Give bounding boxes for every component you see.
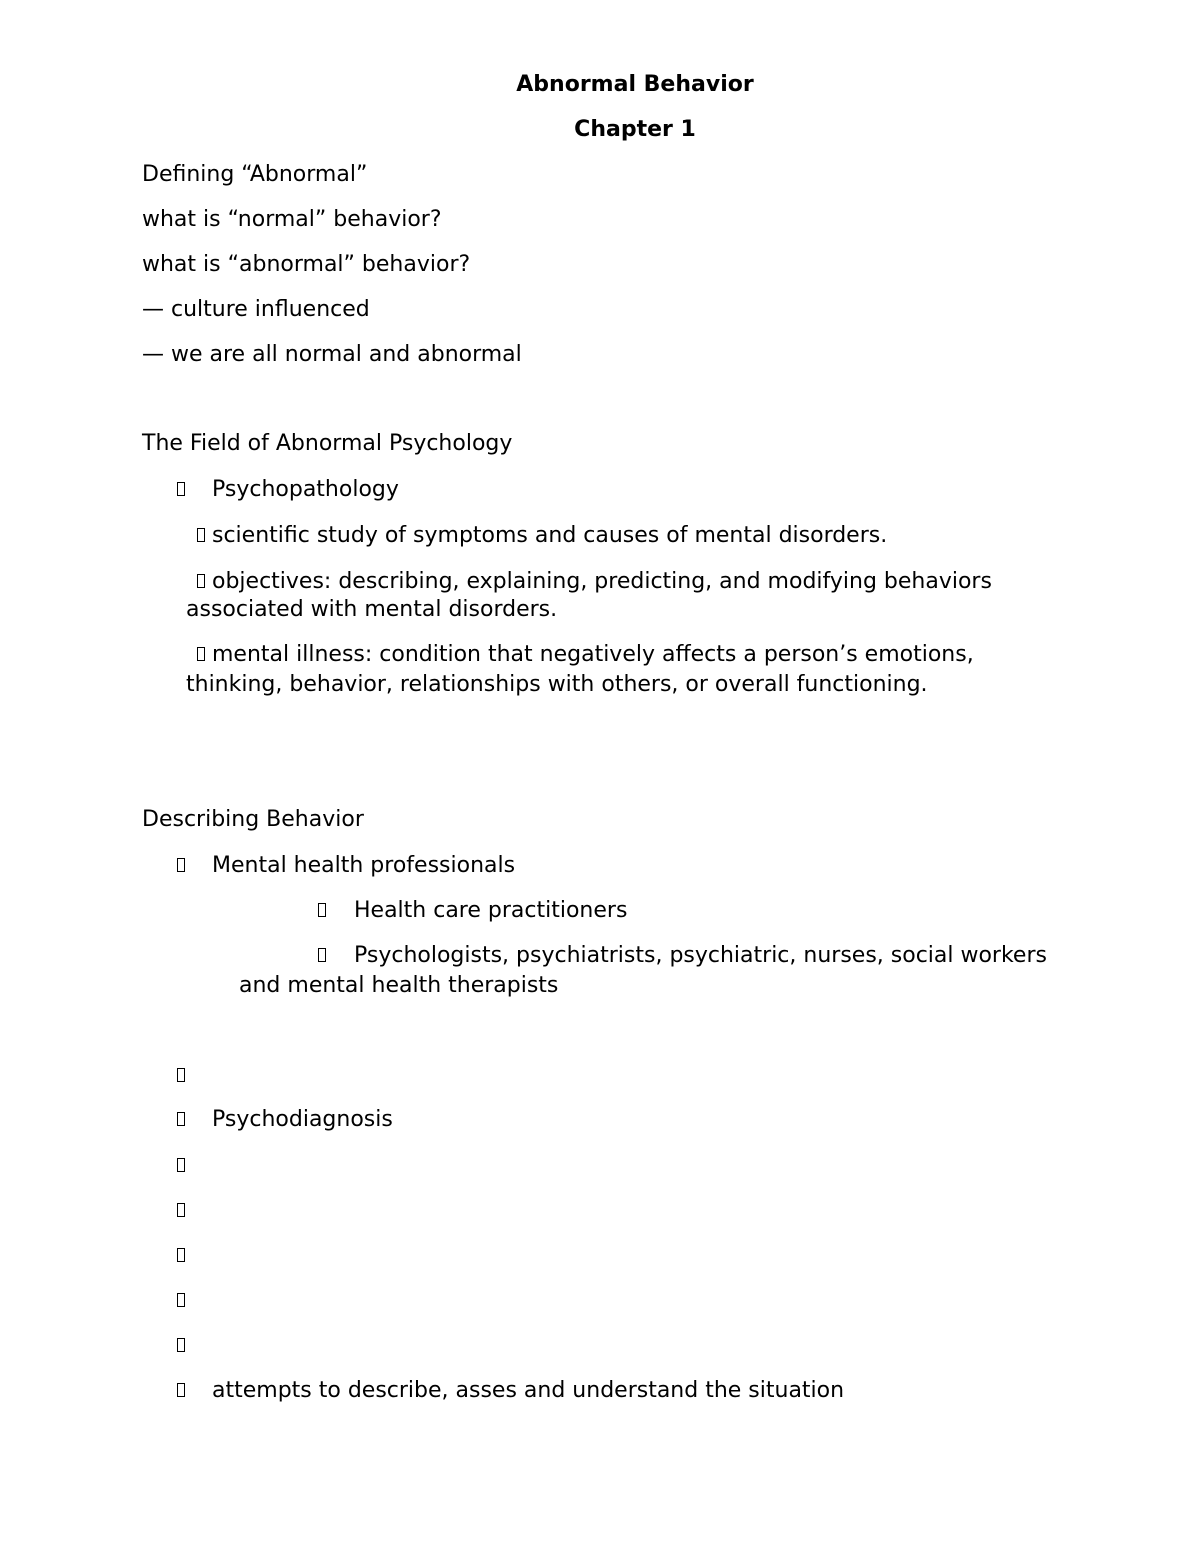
professionals-list-line-2: and mental health therapists [239,973,559,998]
section-heading-field: The Field of Abnormal Psychology [142,431,513,456]
question-abnormal: what is “abnormal” behavior? [142,252,471,277]
bullet-icon [177,1338,185,1352]
topic-psychopathology: Psychopathology [212,477,399,502]
point-culture: — culture influenced [142,297,370,322]
question-normal: what is “normal” behavior? [142,207,442,232]
bullet-icon [177,482,185,496]
bullet-icon [177,1383,185,1397]
bullet-icon [318,903,326,917]
bullet-icon [197,574,205,588]
bullet-icon [177,1068,185,1082]
mental-illness-line-1: mental illness: condition that negatively affects a person’s emotions, [212,642,974,667]
mental-health-professionals: Mental health professionals [212,853,516,878]
health-care-practitioners: Health care practitioners [354,898,628,923]
bullet-icon [197,528,205,542]
bullet-icon [177,1158,185,1172]
section-heading-describing: Describing Behavior [142,807,364,832]
topic-psychodiagnosis: Psychodiagnosis [212,1107,393,1132]
page-title: Abnormal Behavior [516,72,754,97]
bullet-icon [177,858,185,872]
mental-illness-line-2: thinking, behavior, relationships with others, or overall functioning. [186,672,928,697]
chapter-subtitle: Chapter 1 [574,117,696,142]
definition-psychopathology: scientific study of symptoms and causes of mental disorders. [212,523,888,548]
objectives-line-1: objectives: describing, explaining, predicting, and modifying behaviors [212,569,992,594]
bullet-icon [197,647,205,661]
bullet-icon [177,1248,185,1262]
professionals-list-line-1: Psychologists, psychiatrists, psychiatric, nurses, social workers [354,943,1047,968]
bullet-icon [177,1203,185,1217]
section-heading-defining: Defining “Abnormal” [142,162,368,187]
objectives-line-2: associated with mental disorders. [186,597,558,622]
bullet-icon [177,1293,185,1307]
bullet-icon [318,948,326,962]
point-all-normal: — we are all normal and abnormal [142,342,522,367]
bullet-icon [177,1112,185,1126]
psychodiagnosis-description: attempts to describe, asses and understand the situation [212,1378,845,1403]
